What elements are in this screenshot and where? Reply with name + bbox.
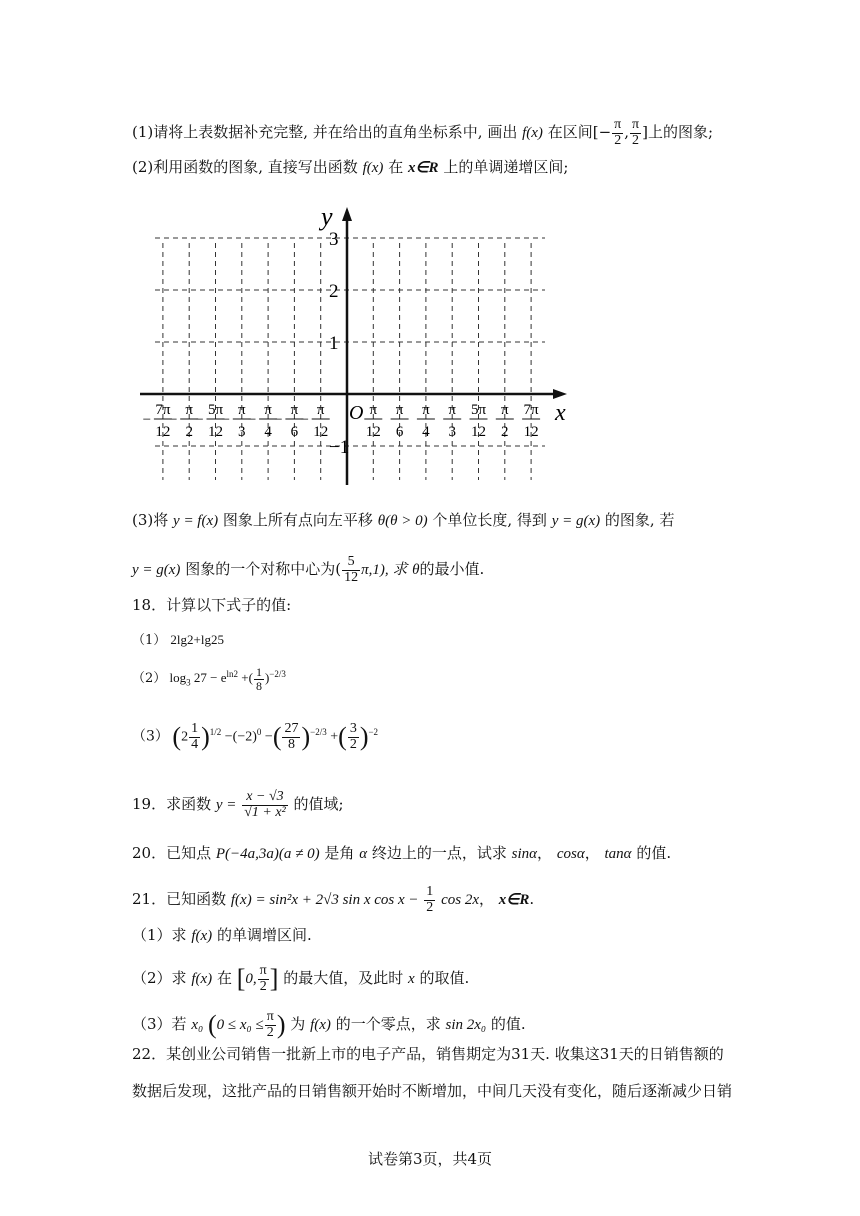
q18-i1-label: （1） — [132, 633, 167, 648]
q18-item1 — [132, 633, 224, 647]
q17-p2-text-c: 上的单调递增区间; — [443, 158, 569, 176]
q18-i3-mid: −(−2) — [224, 729, 257, 745]
q18-i2-rest: 27 − e — [193, 670, 227, 686]
comma: ， — [584, 844, 600, 862]
q18-item3: （3） (2 $\frac{1}{4}$ )$^{1/2} -(-2)^0$ −( $\frac{27}{8}$ )$^{-2/3}$ +( $\frac{3}{2}$ )$^{-2}$ — [132, 721, 379, 752]
y-axis-label: y — [321, 205, 333, 231]
x-tick-sign: − — [195, 412, 204, 428]
q20-text-b: 是角 — [324, 844, 355, 862]
y-tick-label: 1 — [329, 333, 339, 354]
q17-p3-text-a: (3)将 — [132, 511, 169, 529]
q17-part2 — [132, 160, 568, 176]
q20-text-c: 终边上的一点，试求 — [371, 844, 507, 862]
q17-p1-text-b: 在区间[ — [547, 123, 599, 142]
x-tick-numerator: π — [422, 402, 430, 418]
q19-y: y = — [215, 797, 237, 814]
x-tick-denominator: 12 — [365, 424, 381, 440]
q20-point: P(−4a,3a)(a ≠ 0) — [215, 846, 320, 862]
x-tick-label — [274, 402, 303, 440]
comma: ， — [537, 844, 553, 862]
q17-p1-text-c: ]上的图象; — [642, 123, 713, 142]
y-tick-label: 3 — [329, 229, 339, 250]
x-tick-label — [143, 402, 172, 440]
q17-part3-cont — [132, 555, 484, 585]
q20 — [132, 846, 671, 862]
q21-s2-fx: f(x) — [191, 971, 213, 988]
power: 1/2 — [209, 726, 222, 737]
x-tick-numerator: π — [448, 402, 456, 418]
power: −2/3 — [310, 726, 327, 737]
q20-text-d: 的值. — [636, 844, 672, 862]
q17-p3-text-f: 图象的一个对称中心为( — [185, 560, 342, 579]
q18-i1-expr: 2lg2+lg25 — [170, 632, 224, 647]
q21-fx: f(x) = sin²x + 2√3 sin x cos x − — [230, 892, 419, 909]
q21-cos2x: cos 2x — [441, 892, 479, 909]
q18-i2-plus: +( — [241, 670, 253, 686]
grid-lines — [155, 238, 545, 480]
fraction: $\frac{1}{4}$ — [191, 721, 199, 752]
x-tick-label — [417, 402, 435, 440]
q21-s3-text-c: 的一个零点，求 — [335, 1015, 441, 1034]
x-tick-numerator: 5π — [470, 402, 487, 418]
coordinate-grid — [135, 205, 580, 490]
q17-part1: (1)请将上表数据补充完整, 并在给出的直角坐标系中, 画出 f(x) 在区间[− $\frac{\pi}{2}$ , $\frac{\pi}{2}$ ]上的图象; — [132, 117, 713, 148]
x-tick-label — [522, 402, 540, 440]
q21-s2-text-c: 的最大值，及此时 — [283, 969, 404, 988]
x-tick-label — [470, 402, 488, 440]
x-tick-numerator: π — [185, 402, 193, 418]
q20-sin: sinα — [511, 846, 538, 862]
q21-s2-x: x — [407, 971, 415, 988]
q21-s1-text-b: 的单调增区间. — [216, 926, 312, 944]
x-tick-label — [222, 402, 251, 440]
power: 0 — [256, 726, 262, 737]
q21-s1-text-a: （1）求 — [132, 926, 187, 944]
q22-line1: 22．某创业公司销售一批新上市的电子产品，销售期定为31天. 收集这31天的日销售额的 — [132, 1045, 724, 1063]
x-tick-denominator: 4 — [422, 424, 430, 440]
log-text: log — [169, 670, 187, 686]
fraction: $\frac{27}{8}$ — [284, 721, 299, 752]
q17-p3-y: y = f(x) — [173, 513, 219, 529]
x-tick-numerator: π — [395, 402, 404, 418]
x-tick-sign: − — [221, 412, 231, 428]
q18-item2 — [132, 666, 286, 692]
q21-s3-inequality: 0 ≤ x₀ ≤ — [216, 1017, 264, 1034]
fraction: $\frac{\pi}{2}$ — [614, 117, 622, 148]
q17-p2-fx: f(x) — [362, 160, 384, 176]
x-tick-sign: − — [274, 412, 283, 428]
x-tick-label — [496, 402, 514, 440]
q17-p3-text-h: 的最小值. — [419, 560, 485, 579]
q17-p3-text-d: 的图象, 若 — [604, 511, 675, 529]
paren-close: ) — [264, 670, 270, 686]
q21-s2-text-a: （2）求 — [132, 969, 187, 988]
q18-i3-label: （3） — [132, 728, 169, 745]
x-tick-numerator: π — [264, 402, 272, 418]
q20-cos: cosα — [556, 846, 585, 862]
q20-text-a: 20．已知点 — [132, 844, 212, 862]
x-tick-denominator: 12 — [313, 424, 329, 440]
x-tick-denominator: 2 — [501, 424, 509, 440]
q21-s3-sin: sin 2x₀ — [445, 1017, 487, 1034]
fraction: $\frac{3}{2}$ — [349, 721, 357, 752]
q21-sub3: （3）若 x₀ (0 ≤ x₀ ≤ $\frac{\pi}{2}$ ) 为 f(x) 的一个零点，求 sin 2x₀ 的值. — [132, 1009, 526, 1040]
q17-p2-xr: x∈R — [407, 160, 439, 176]
x-tick-denominator: 6 — [395, 424, 404, 440]
fraction: $\frac{5}{12}$ — [344, 554, 359, 585]
x-tick-denominator: 12 — [155, 424, 171, 440]
q17-p2-text: (2)利用函数的图象, 直接写出函数 — [132, 158, 358, 176]
q19-text-b: 的值域; — [293, 795, 344, 814]
interval-lo: 0, — [245, 971, 257, 988]
x-tick-denominator: 3 — [238, 424, 246, 440]
x-tick-label — [391, 402, 409, 440]
x-tick-denominator: 3 — [448, 424, 456, 440]
x-tick-label — [300, 402, 329, 440]
q20-alpha: α — [359, 846, 368, 862]
q21-s2-text-d: 的取值. — [419, 969, 470, 988]
q21-sub1 — [132, 928, 312, 944]
x-tick-sign: − — [142, 412, 152, 428]
q21-s3-text-e: 的值. — [490, 1015, 526, 1034]
x-tick-sign: − — [168, 412, 178, 428]
q17-p3-g: y = g(x) — [551, 513, 601, 529]
fraction: $\frac{\pi}{2}$ — [266, 1009, 274, 1040]
power: −2 — [368, 726, 379, 737]
exp: ln2 — [226, 668, 239, 679]
x-tick-label — [443, 402, 461, 440]
q17-part3 — [132, 513, 674, 529]
q19 — [132, 790, 344, 820]
x-axis-label: x — [555, 400, 566, 426]
q21-s3-x0: x₀ — [191, 1017, 204, 1034]
origin-label: O — [349, 402, 364, 424]
q17-p1-fx: f(x) — [522, 125, 543, 142]
x-tick-label — [195, 402, 224, 440]
x-tick-numerator: 5π — [207, 402, 224, 418]
fraction: $\frac{x - √3}{\text{√1 + x²}}$ — [244, 789, 286, 820]
x-tick-label — [364, 402, 382, 440]
q17-p3-theta: θ(θ > 0) — [377, 513, 428, 529]
fraction: $\frac{1}{2}$ — [426, 884, 434, 915]
q21-s3-text-a: （3）若 — [132, 1015, 187, 1034]
x-tick-labels — [143, 402, 540, 440]
q21-s3-text-b: 为 — [290, 1015, 306, 1034]
q22-line2: 数据后发现，这批产品的日销售额开始时不断增加，中间几天没有变化，随后逐渐减少日销 — [132, 1082, 733, 1100]
x-tick-numerator: π — [290, 402, 299, 418]
x-tick-label — [248, 402, 277, 440]
q17-p2-text-b: 在 — [388, 158, 404, 176]
x-tick-numerator: 7π — [523, 402, 539, 418]
x-tick-numerator: π — [238, 402, 246, 418]
x-tick-sign: − — [247, 412, 257, 428]
q17-p3-text-b: 图象上所有点向左平移 — [222, 511, 373, 529]
q21-s3-fx: f(x) — [310, 1017, 331, 1034]
x-axis-arrow — [553, 389, 567, 399]
q17-p3-text-c: 个单位长度, 得到 — [432, 511, 547, 529]
q21-s1-fx: f(x) — [191, 928, 213, 944]
comma: ， — [478, 890, 494, 909]
q21-xr: x∈R — [498, 892, 530, 909]
q17-p3-text-g: π,1), 求 — [361, 562, 408, 579]
fraction: $\frac{1}{8}$ — [255, 665, 262, 693]
q21-s2-text-b: 在 — [216, 969, 232, 988]
period: . — [529, 890, 535, 909]
x-tick-numerator: π — [316, 402, 325, 418]
x-tick-denominator: 12 — [208, 424, 223, 440]
mixed-int: 2 — [181, 729, 189, 745]
power: −2/3 — [269, 668, 286, 679]
x-tick-sign: − — [300, 412, 309, 428]
q21-text-a: 21．已知函数 — [132, 890, 227, 909]
y-tick-label: 2 — [329, 281, 339, 302]
minus: − — [264, 729, 273, 745]
x-tick-label — [169, 402, 198, 440]
x-tick-numerator: 7π — [155, 402, 171, 418]
q20-tan: tanα — [604, 846, 632, 862]
y-tick-label: −1 — [329, 437, 350, 458]
log-base: 3 — [186, 677, 191, 688]
x-tick-denominator: 12 — [471, 424, 486, 440]
plus: + — [330, 729, 339, 745]
q19-text-a: 19．求函数 — [132, 795, 212, 814]
x-tick-denominator: 2 — [185, 424, 193, 440]
x-tick-denominator: 6 — [290, 424, 299, 440]
fraction: $\frac{\pi}{2}$ — [259, 963, 267, 994]
q21 — [132, 885, 534, 915]
q17-p3-th: θ — [412, 562, 420, 579]
q17-p3-g2: y = g(x) — [132, 562, 181, 579]
y-axis-arrow — [342, 207, 352, 221]
q17-p1-text: (1)请将上表数据补充完整, 并在给出的直角坐标系中, 画出 — [132, 123, 518, 142]
q18-i2-label: （2） — [132, 671, 167, 687]
page-footer: 试卷第3页，共4页 — [367, 1150, 493, 1168]
q21-sub2: （2）求 f(x) 在 [0, $\frac{\pi}{2}$ ] 的最大值，及此时 x 的取值. — [132, 963, 470, 994]
x-tick-numerator: π — [501, 402, 509, 418]
axes — [140, 207, 567, 485]
x-tick-denominator: 4 — [264, 424, 272, 440]
x-tick-denominator: 12 — [523, 424, 539, 440]
x-tick-numerator: π — [369, 402, 378, 418]
q18-title: 18．计算以下式子的值: — [132, 596, 292, 614]
fraction: $\frac{\pi}{2}$ — [632, 117, 640, 148]
